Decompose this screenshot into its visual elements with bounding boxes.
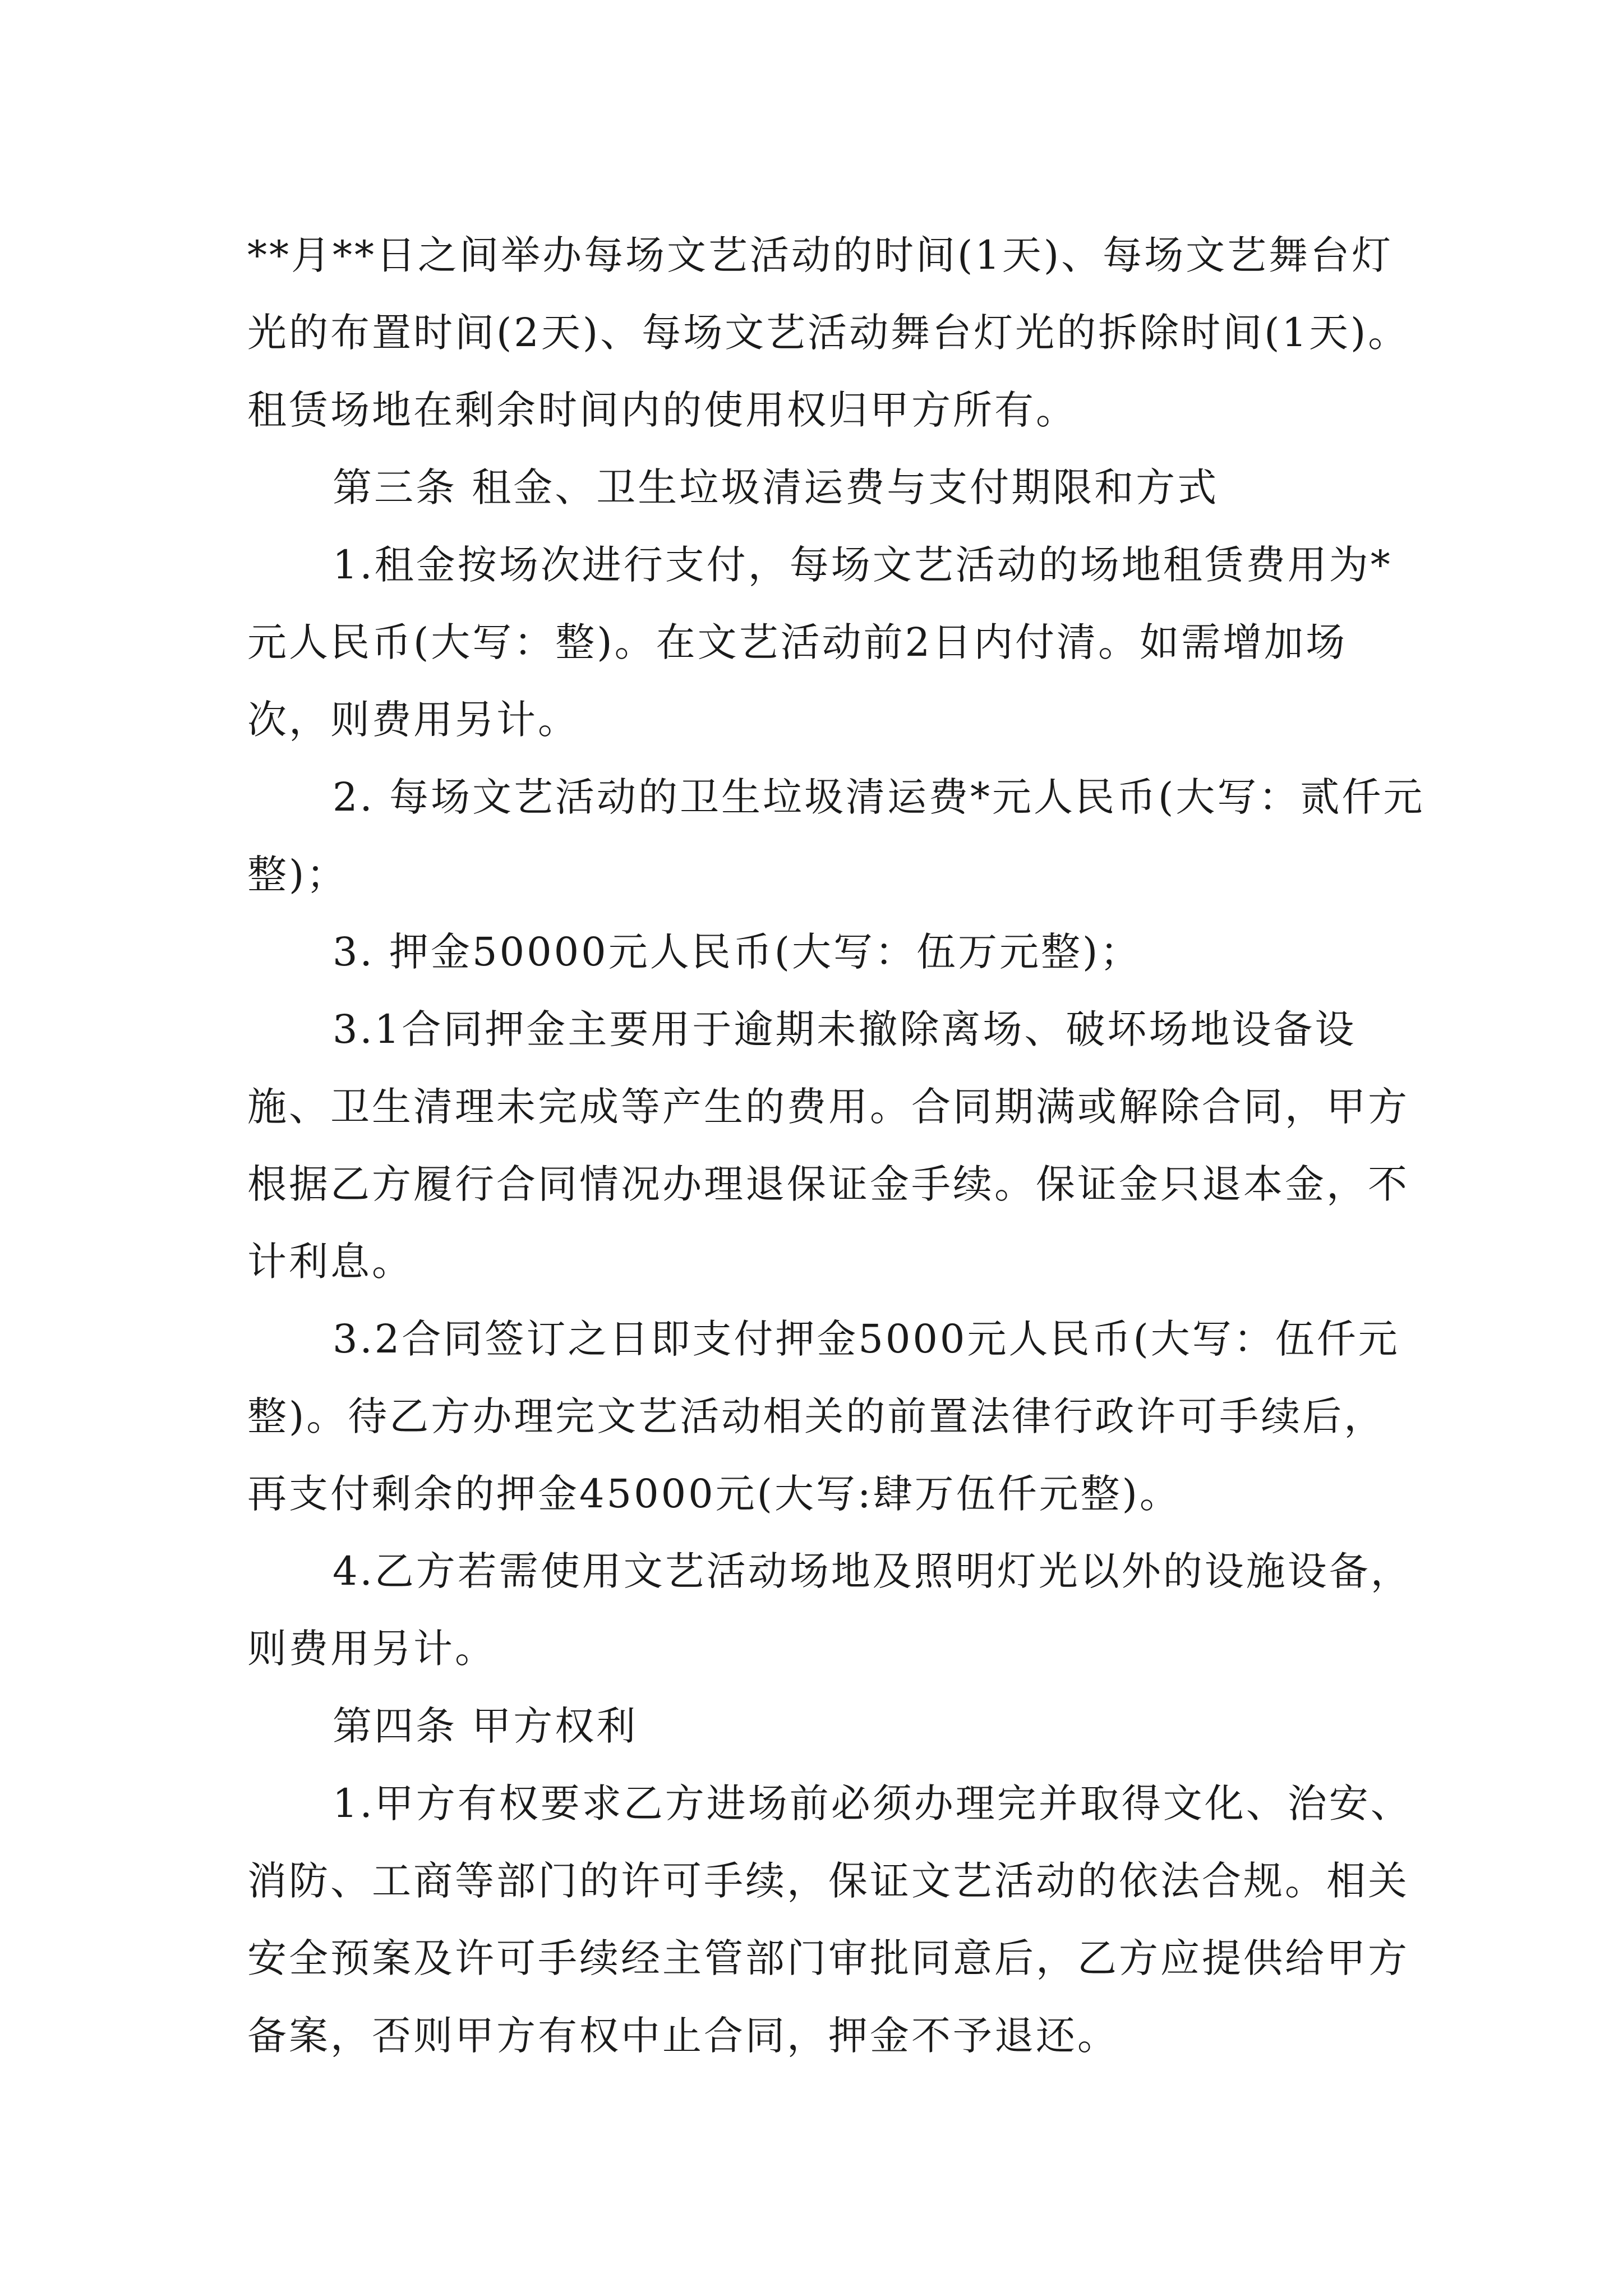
clause-garbage-fee: 2. 每场文艺活动的卫生垃圾清运费*元人民币(大写：贰仟元整)；	[247, 774, 1425, 898]
clause-extra-equipment: 4.乙方若需使用文艺活动场地及照明灯光以外的设施设备，则费用另计。	[247, 1548, 1412, 1672]
paragraph-continuation: **月**日之间举办每场文艺活动的时间(1天)、每场文艺舞台灯光的布置时间(2天)、每场文艺活动舞台灯光的拆除时间(1天)。租赁场地在剩余时间内的使用权归甲方所有。	[247, 232, 1410, 433]
section-heading-article-3: 第三条 租金、卫生垃圾清运费与支付期限和方式	[333, 464, 1219, 510]
section-heading-article-4: 第四条 甲方权利	[333, 1703, 638, 1749]
clause-party-a-rights: 1.甲方有权要求乙方进场前必须办理完并取得文化、治安、消防、工商等部门的许可手续，保证文艺活动的依法合规。相关安全预案及许可手续经主管部门审批同意后，乙方应提供给甲方备案，否则甲方有权中止合同，押金不予退还。	[247, 1780, 1412, 2059]
document-body	[247, 217, 1425, 2074]
clause-deposit-schedule: 3.2合同签订之日即支付押金5000元人民币(大写：伍仟元整)。待乙方办理完文艺活动相关的前置法律行政许可手续后，再支付剩余的押金45000元(大写:肆万伍仟元整)。	[247, 1316, 1400, 1517]
clause-rent-payment: 1.租金按场次进行支付，每场文艺活动的场地租赁费用为*元人民币(大写：整)。在文艺活动前2日内付清。如需增加场次，则费用另计。	[247, 542, 1393, 743]
clause-deposit: 3. 押金50000元人民币(大写：伍万元整)；	[333, 929, 1142, 975]
clause-deposit-usage: 3.1合同押金主要用于逾期未撤除离场、破坏场地设备设施、卫生清理未完成等产生的费用。合同期满或解除合同，甲方根据乙方履行合同情况办理退保证金手续。保证金只退本金，不计利息。	[247, 1006, 1409, 1285]
